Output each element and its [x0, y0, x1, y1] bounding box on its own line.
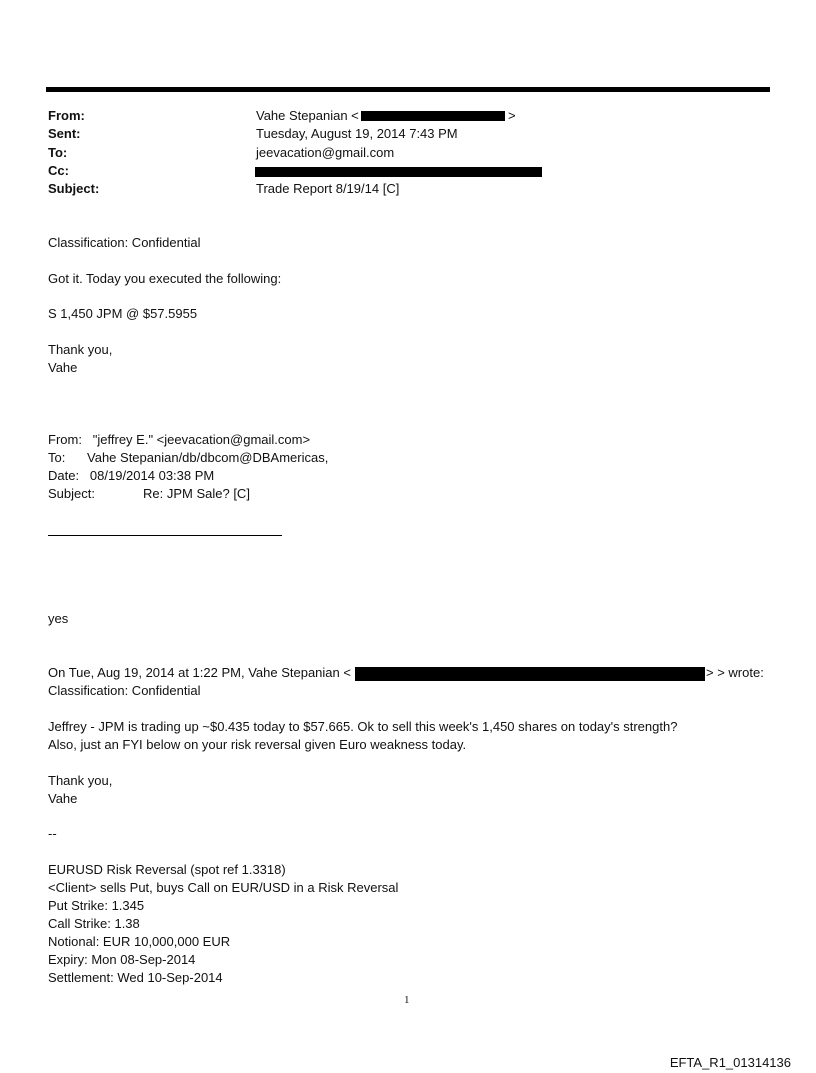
quoted-subject-value: Re: JPM Sale? [C] [143, 486, 250, 501]
rr-title: EURUSD Risk Reversal (spot ref 1.3318) [48, 862, 286, 877]
classification: Classification: Confidential [48, 235, 201, 250]
signature: Vahe [48, 360, 78, 375]
separator-line [48, 535, 282, 536]
rr-desc: <Client> sells Put, buys Call on EUR/USD in a Risk Reversal [48, 880, 399, 895]
reply-classification: Classification: Confidential [48, 683, 201, 698]
cc-label: Cc: [48, 163, 69, 178]
quoted-from: From: "jeffrey E." <jeevacation@gmail.com> [48, 432, 311, 447]
wrote-suffix: > > wrote: [706, 665, 764, 680]
sent-label: Sent: [48, 126, 81, 141]
subject-label: Subject: [48, 181, 100, 196]
reply-thanks: Thank you, [48, 773, 113, 788]
reply-dashes: -- [48, 826, 57, 841]
redaction-from-email [361, 111, 505, 121]
header-rule [46, 87, 770, 92]
from-label: From: [48, 108, 85, 123]
quoted-subject-label: Subject: [48, 486, 95, 501]
on-wrote-line: On Tue, Aug 19, 2014 at 1:22 PM, Vahe Stepanian < [48, 665, 351, 680]
rr-expiry: Expiry: Mon 08-Sep-2014 [48, 952, 196, 967]
redaction-cc [255, 167, 542, 177]
subject-value: Trade Report 8/19/14 [C] [256, 181, 400, 196]
page-number: 1 [404, 994, 410, 1006]
rr-put: Put Strike: 1.345 [48, 898, 145, 913]
trade-line: S 1,450 JPM @ $57.5955 [48, 306, 198, 321]
sent-value: Tuesday, August 19, 2014 7:43 PM [256, 126, 458, 141]
reply-para2: Also, just an FYI below on your risk reversal given Euro weakness today. [48, 737, 467, 752]
rr-call: Call Strike: 1.38 [48, 916, 140, 931]
quoted-date: Date: 08/19/2014 03:38 PM [48, 468, 215, 483]
from-value: Vahe Stepanian < [256, 108, 359, 123]
reply-para1: Jeffrey - JPM is trading up ~$0.435 today to $57.665. Ok to sell this week's 1,450 shares on today's strength? [48, 719, 678, 734]
rr-settlement: Settlement: Wed 10-Sep-2014 [48, 970, 223, 985]
document-id: EFTA_R1_01314136 [669, 1055, 791, 1070]
thanks-line: Thank you, [48, 342, 113, 357]
redaction-reply-email [355, 667, 705, 681]
body-line: Got it. Today you executed the following: [48, 271, 282, 286]
to-label: To: [48, 145, 68, 160]
reply-signature: Vahe [48, 791, 78, 806]
quoted-to: To: Vahe Stepanian/db/dbcom@DBAmericas, [48, 450, 329, 465]
rr-notional: Notional: EUR 10,000,000 EUR [48, 934, 231, 949]
reply-yes: yes [48, 611, 69, 626]
from-bracket: > [508, 108, 516, 123]
to-value: jeevacation@gmail.com [256, 145, 395, 160]
